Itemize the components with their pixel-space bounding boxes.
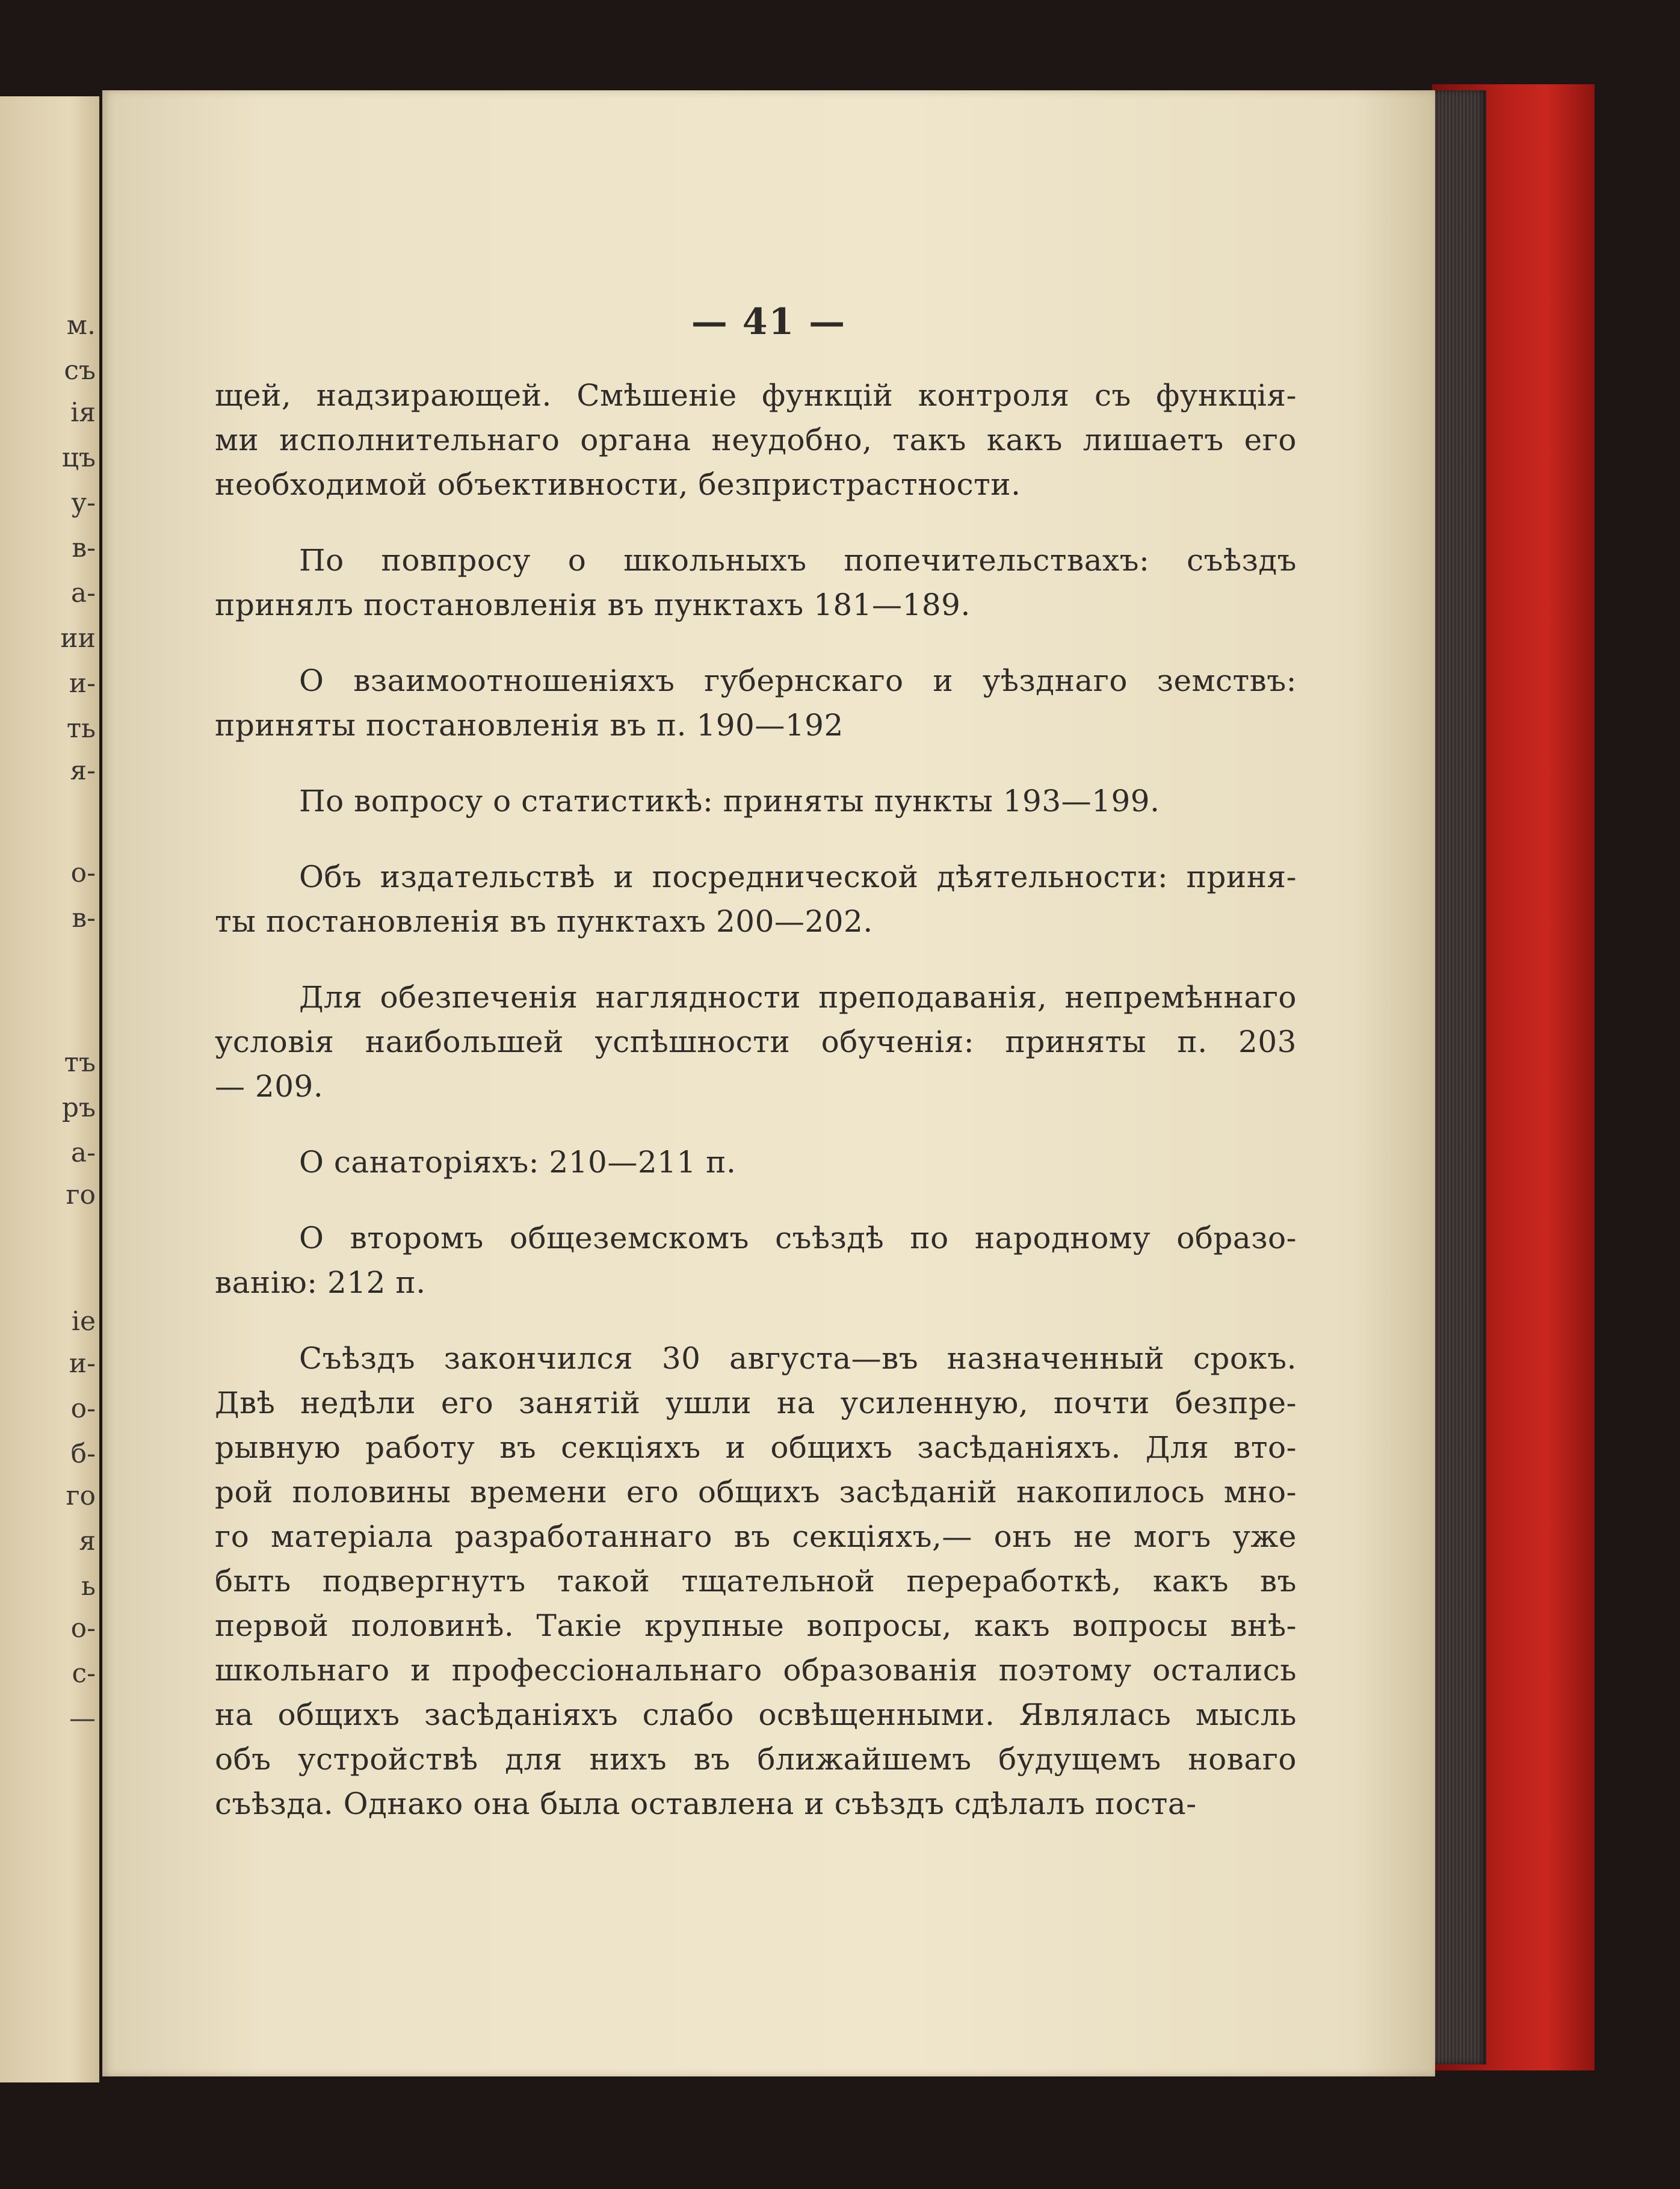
text-line: рой половины времени его общихъ засѣданій накопилось мно- <box>215 1475 1297 1509</box>
facing-page-fragment: тъ <box>64 1047 96 1078</box>
facing-page-fragment: ія <box>70 397 96 428</box>
facing-page-fragment: о- <box>70 1613 96 1644</box>
text-line: го матеріала разработаннаго въ секціяхъ,— онъ не могъ уже <box>215 1519 1297 1554</box>
facing-page-fragment: с- <box>72 1658 96 1689</box>
text-line: ванію: 212 п. <box>215 1265 426 1300</box>
text-line: быть подвергнутъ такой тщательной переработкѣ, какъ въ <box>215 1564 1297 1599</box>
text-line: ты постановленія въ пунктахъ 200—202. <box>215 904 873 939</box>
text-line: на общихъ засѣданіяхъ слабо освѣщенными. Являлась мысль <box>215 1697 1297 1732</box>
text-line: По вопросу о статистикѣ: приняты пункты 193—199. <box>299 784 1160 819</box>
facing-page-fragment: я <box>79 1526 96 1556</box>
facing-page-fragment: а- <box>70 578 96 608</box>
facing-page-fragment: го <box>66 1481 96 1511</box>
text-line: По повпросу о школьныхъ попечительствахъ: съѣздъ <box>299 543 1297 578</box>
book-page <box>102 90 1435 2076</box>
facing-page-fragment: ии <box>60 623 96 654</box>
text-line: первой половинѣ. Такіе крупные вопросы, какъ вопросы внѣ- <box>215 1608 1297 1643</box>
text-line: рывную работу въ секціяхъ и общихъ засѣданіяхъ. Для вто- <box>215 1430 1297 1465</box>
paragraph <box>215 975 1297 1109</box>
facing-page-fragment: в- <box>72 903 96 933</box>
facing-page-fragment: о- <box>70 858 96 888</box>
facing-page-fragment: б- <box>70 1438 96 1469</box>
facing-page-fragment: у- <box>71 488 96 518</box>
paragraph <box>215 658 1297 748</box>
facing-page-fragment: ть <box>66 713 96 744</box>
paragraph <box>215 1216 1297 1305</box>
facing-page-fragment: и- <box>69 668 96 699</box>
paragraph <box>215 1336 1297 1826</box>
text-line: приняты постановленія въ п. 190—192 <box>215 708 844 743</box>
facing-page-fragment: и- <box>69 1348 96 1379</box>
paragraph <box>215 538 1297 627</box>
facing-page-fragment: о- <box>70 1393 96 1424</box>
facing-page-fragment: я- <box>70 755 96 786</box>
text-line: Для обезпеченія наглядности преподаванія, непремѣннаго <box>299 980 1297 1015</box>
text-line: необходимой объективности, безпристрастности. <box>215 467 1021 502</box>
facing-page-fragment: а- <box>70 1138 96 1168</box>
text-line: О второмъ общеземскомъ съѣздѣ по народному образо- <box>299 1221 1297 1256</box>
text-line: Двѣ недѣли его занятій ушли на усиленную, почти безпре- <box>215 1386 1297 1420</box>
paragraph <box>215 779 1297 823</box>
facing-page-fragment: ь <box>81 1571 96 1602</box>
paragraph <box>215 855 1297 944</box>
page-text <box>215 373 1297 1857</box>
paragraph <box>215 373 1297 507</box>
text-line: принялъ постановленія въ пунктахъ 181—189. <box>215 587 971 622</box>
text-line: объ устройствѣ для нихъ въ ближайшемъ будущемъ новаго <box>215 1742 1297 1777</box>
facing-page-fragment: — <box>69 1703 96 1734</box>
facing-page-fragment: в- <box>72 533 96 563</box>
paragraph <box>215 1140 1297 1184</box>
text-line: щей, надзирающей. Смѣшеніе функцій контроля съ функція- <box>215 378 1297 413</box>
text-line: — 209. <box>215 1069 324 1104</box>
text-line: О санаторіяхъ: 210—211 п. <box>299 1145 737 1180</box>
facing-page-fragment: съ <box>64 355 96 386</box>
text-line: Объ издательствѣ и посреднической дѣятельности: приня- <box>299 859 1297 894</box>
text-line: Съѣздъ закончился 30 августа—въ назначенный срокъ. <box>299 1341 1297 1376</box>
facing-page-fragment: го <box>66 1180 96 1210</box>
text-line: школьнаго и профессіональнаго образованія поэтому остались <box>215 1653 1297 1688</box>
facing-page-fragment: цъ <box>61 442 96 473</box>
facing-page-left <box>0 96 99 2082</box>
text-line: О взаимоотношеніяхъ губернскаго и уѣзднаго земствъ: <box>299 663 1297 698</box>
text-line: съѣзда. Однако она была оставлена и съѣздъ сдѣлалъ поста- <box>215 1786 1197 1821</box>
text-line: условія наибольшей успѣшности обученія: приняты п. 203 <box>215 1024 1297 1059</box>
page-edges <box>1426 90 1486 2064</box>
facing-page-fragment: ръ <box>61 1092 96 1123</box>
facing-page-fragment: ie <box>71 1306 96 1337</box>
page-number: — 41 — <box>691 301 847 343</box>
text-line: ми исполнительнаго органа неудобно, такъ какъ лишаетъ его <box>215 423 1297 457</box>
facing-page-fragment: м. <box>66 310 96 341</box>
